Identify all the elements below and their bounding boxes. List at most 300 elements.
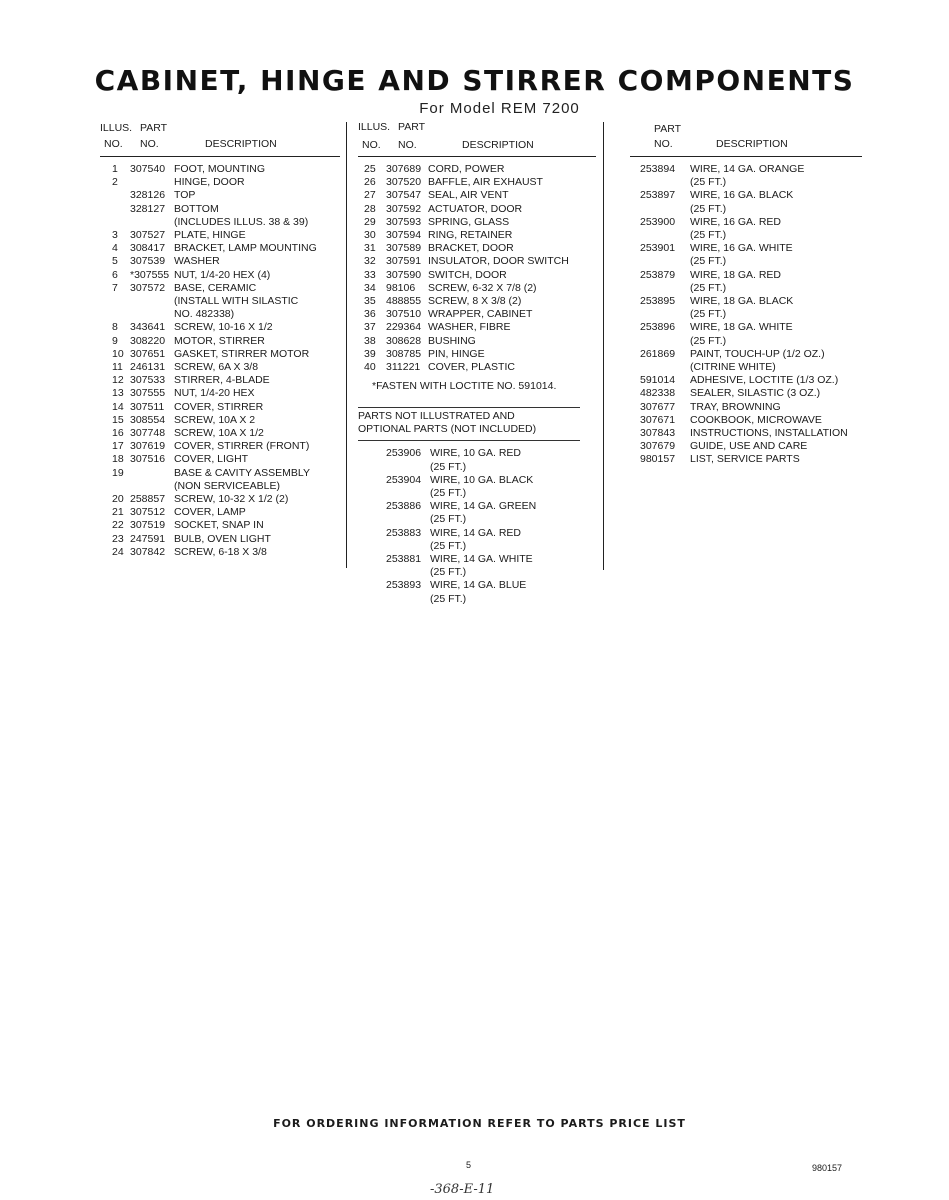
table-row bbox=[100, 282, 340, 295]
part-description: (25 FT.) bbox=[690, 281, 727, 294]
illus-number: 5 bbox=[112, 255, 118, 268]
part-description: WASHER, FIBRE bbox=[428, 321, 511, 334]
table-row bbox=[358, 566, 596, 579]
illus-number: 19 bbox=[112, 466, 124, 479]
header-part-no-label: NO. bbox=[398, 139, 417, 151]
page-number: 5 bbox=[466, 1160, 472, 1170]
part-description: ADHESIVE, LOCTITE (1/3 OZ.) bbox=[690, 374, 839, 387]
part-number: 343641 bbox=[130, 321, 166, 334]
part-number bbox=[630, 335, 690, 348]
illus-number: 8 bbox=[112, 321, 118, 334]
part-description: (25 FT.) bbox=[690, 308, 727, 321]
part-description: PLATE, HINGE bbox=[174, 229, 246, 242]
table-row bbox=[630, 440, 862, 453]
part-number: 307512 bbox=[130, 506, 166, 519]
column-divider-left bbox=[346, 122, 347, 568]
illus-number: 30 bbox=[364, 229, 376, 242]
part-number: *307555 bbox=[130, 268, 170, 281]
table-row bbox=[630, 176, 862, 189]
illus-number bbox=[100, 216, 126, 229]
part-description: WIRE, 14 GA. BLUE bbox=[430, 579, 527, 592]
table-row bbox=[358, 487, 596, 500]
table-row bbox=[630, 361, 862, 374]
table-row bbox=[358, 203, 596, 216]
part-number: 253883 bbox=[386, 526, 422, 539]
part-number bbox=[630, 361, 690, 374]
part-description: (25 FT.) bbox=[690, 334, 727, 347]
part-number: 307540 bbox=[130, 163, 166, 175]
table-row bbox=[358, 540, 596, 553]
part-description: NUT, 1/4-20 HEX (4) bbox=[174, 268, 271, 281]
illus-number: 14 bbox=[112, 400, 124, 413]
table-row bbox=[358, 269, 596, 282]
part-number: 307592 bbox=[386, 202, 422, 215]
part-description: COVER, LIGHT bbox=[174, 453, 249, 466]
illus-number: 21 bbox=[112, 506, 124, 519]
part-number bbox=[126, 467, 174, 480]
part-number: 307516 bbox=[130, 453, 166, 466]
part-description: BOTTOM bbox=[174, 202, 219, 215]
part-number: 307527 bbox=[130, 229, 166, 242]
part-number: 482338 bbox=[640, 387, 676, 400]
header-illus-label: ILLUS. bbox=[100, 122, 133, 134]
part-description: WASHER bbox=[174, 255, 220, 268]
table-row bbox=[100, 453, 340, 466]
header-illus-no-label: NO. bbox=[104, 138, 123, 150]
part-description: WIRE, 18 GA. BLACK bbox=[690, 295, 794, 308]
illus-number: 32 bbox=[364, 255, 376, 268]
part-number: 307677 bbox=[640, 400, 676, 413]
column-divider-right bbox=[603, 122, 604, 570]
illus-number: 11 bbox=[112, 361, 123, 374]
part-number bbox=[630, 282, 690, 295]
part-number bbox=[126, 295, 174, 308]
part-number: 308628 bbox=[386, 334, 422, 347]
table-row bbox=[630, 163, 862, 176]
part-number bbox=[630, 229, 690, 242]
table-row bbox=[100, 374, 340, 387]
part-description: (25 FT.) bbox=[690, 176, 727, 189]
table-row bbox=[630, 308, 862, 321]
illus-number: 27 bbox=[364, 189, 376, 202]
part-number bbox=[358, 513, 430, 526]
part-description: (25 FT.) bbox=[690, 202, 727, 215]
header-part-label: PART bbox=[398, 121, 426, 133]
table-row bbox=[630, 321, 862, 334]
part-number bbox=[630, 176, 690, 189]
part-description: WIRE, 14 GA. ORANGE bbox=[690, 163, 805, 175]
part-description: MOTOR, STIRRER bbox=[174, 334, 265, 347]
illus-number: 16 bbox=[112, 427, 124, 440]
part-number: 253886 bbox=[386, 500, 422, 513]
part-description: FOOT, MOUNTING bbox=[174, 163, 265, 175]
part-number: 308785 bbox=[386, 347, 422, 360]
part-description: (25 FT.) bbox=[430, 487, 467, 500]
table-row bbox=[358, 282, 596, 295]
illus-number bbox=[100, 203, 126, 216]
part-description: HINGE, DOOR bbox=[174, 176, 245, 189]
header-illus-label: ILLUS. bbox=[358, 121, 391, 133]
part-description: SCREW, 10A X 2 bbox=[174, 413, 256, 426]
table-row bbox=[100, 242, 340, 255]
part-number: 307589 bbox=[386, 242, 422, 255]
part-number: 308417 bbox=[130, 242, 166, 255]
table-row bbox=[630, 255, 862, 268]
table-row bbox=[630, 189, 862, 202]
illus-number: 35 bbox=[364, 295, 376, 308]
part-description: SCREW, 6-18 X 3/8 bbox=[174, 545, 267, 558]
table-row bbox=[100, 308, 340, 321]
part-number: 261869 bbox=[640, 347, 676, 360]
part-number: 307555 bbox=[130, 387, 166, 400]
table-row bbox=[100, 348, 340, 361]
table-row bbox=[100, 414, 340, 427]
column-1-header bbox=[100, 118, 340, 157]
illus-number bbox=[100, 308, 126, 321]
table-row bbox=[358, 176, 596, 189]
table-row bbox=[358, 335, 596, 348]
part-number: 253895 bbox=[640, 295, 676, 308]
part-number bbox=[126, 216, 174, 229]
part-number: 253904 bbox=[386, 473, 422, 486]
part-number: 98106 bbox=[386, 281, 416, 294]
part-number bbox=[126, 480, 174, 493]
illus-number: 12 bbox=[112, 374, 124, 387]
optional-heading-line-2: OPTIONAL PARTS (NOT INCLUDED) bbox=[358, 423, 537, 436]
part-number: 328126 bbox=[130, 189, 166, 202]
column-1-rows bbox=[100, 163, 340, 559]
illus-number: 28 bbox=[364, 202, 376, 215]
table-row bbox=[358, 447, 596, 460]
part-description: NUT, 1/4-20 HEX bbox=[174, 387, 255, 400]
table-row bbox=[630, 282, 862, 295]
table-row bbox=[100, 506, 340, 519]
part-number bbox=[630, 308, 690, 321]
part-number: 308554 bbox=[130, 413, 166, 426]
illus-number: 1 bbox=[112, 163, 118, 175]
parts-column-3 bbox=[630, 118, 862, 467]
part-number: 307843 bbox=[640, 427, 676, 440]
table-row bbox=[630, 269, 862, 282]
optional-heading-line-1: PARTS NOT ILLUSTRATED AND bbox=[358, 410, 515, 423]
part-description: WIRE, 14 GA. RED bbox=[430, 526, 522, 539]
part-number bbox=[358, 566, 430, 579]
part-description: BRACKET, LAMP MOUNTING bbox=[174, 242, 317, 255]
part-number: 253894 bbox=[640, 163, 676, 175]
table-row bbox=[630, 427, 862, 440]
part-description: SEAL, AIR VENT bbox=[428, 189, 509, 202]
table-row bbox=[100, 216, 340, 229]
table-row bbox=[358, 321, 596, 334]
parts-column-1 bbox=[100, 118, 340, 559]
part-number bbox=[126, 308, 174, 321]
part-description: WIRE, 10 GA. RED bbox=[430, 447, 522, 460]
table-row bbox=[100, 335, 340, 348]
table-row bbox=[630, 387, 862, 400]
table-row bbox=[358, 255, 596, 268]
table-row bbox=[630, 216, 862, 229]
part-description: SCREW, 10A X 1/2 bbox=[174, 427, 264, 440]
part-number: 253901 bbox=[640, 242, 676, 255]
illus-number: 7 bbox=[112, 281, 118, 294]
table-row bbox=[358, 474, 596, 487]
table-row bbox=[358, 295, 596, 308]
table-row bbox=[100, 176, 340, 189]
part-description: GUIDE, USE AND CARE bbox=[690, 440, 808, 453]
part-number: 307520 bbox=[386, 176, 422, 189]
table-row bbox=[358, 593, 596, 606]
part-description: COVER, LAMP bbox=[174, 506, 246, 519]
illus-number: 36 bbox=[364, 308, 376, 321]
part-number: 307593 bbox=[386, 215, 422, 228]
illus-number: 25 bbox=[364, 163, 376, 175]
header-part-label: PART bbox=[654, 123, 682, 135]
part-description: SCREW, 10-32 X 1/2 (2) bbox=[174, 493, 289, 506]
table-row bbox=[100, 189, 340, 202]
part-description: PAINT, TOUCH-UP (1/2 OZ.) bbox=[690, 347, 825, 360]
table-row bbox=[630, 335, 862, 348]
part-number: 307594 bbox=[386, 229, 422, 242]
table-row bbox=[100, 269, 340, 282]
illus-number: 34 bbox=[364, 281, 376, 294]
part-number: 307748 bbox=[130, 427, 166, 440]
part-number: 488855 bbox=[386, 295, 422, 308]
part-number: 307547 bbox=[386, 189, 422, 202]
table-row bbox=[358, 527, 596, 540]
table-row bbox=[100, 203, 340, 216]
part-number: 308220 bbox=[130, 334, 166, 347]
part-number: 229364 bbox=[386, 321, 422, 334]
part-description: (NON SERVICEABLE) bbox=[174, 479, 280, 492]
part-description: SCREW, 6-32 X 7/8 (2) bbox=[428, 281, 537, 294]
part-number: 253893 bbox=[386, 579, 422, 592]
illus-number: 17 bbox=[112, 440, 124, 453]
part-description: SCREW, 6A X 3/8 bbox=[174, 361, 259, 374]
part-description: WIRE, 16 GA. WHITE bbox=[690, 242, 793, 255]
part-description: RING, RETAINER bbox=[428, 229, 513, 242]
part-description: BASE, CERAMIC bbox=[174, 281, 257, 294]
table-row bbox=[100, 533, 340, 546]
table-row bbox=[358, 461, 596, 474]
header-illus-no-label: NO. bbox=[362, 139, 381, 151]
table-row bbox=[358, 189, 596, 202]
part-description: (25 FT.) bbox=[430, 513, 467, 526]
table-row bbox=[358, 500, 596, 513]
table-row bbox=[630, 242, 862, 255]
table-row bbox=[358, 229, 596, 242]
part-number: 307511 bbox=[130, 400, 165, 413]
part-number: 253900 bbox=[640, 215, 676, 228]
table-row bbox=[358, 163, 596, 176]
part-number bbox=[358, 593, 430, 606]
part-number: 980157 bbox=[640, 453, 676, 466]
part-description: GASKET, STIRRER MOTOR bbox=[174, 347, 310, 360]
page-title: CABINET, HINGE AND STIRRER COMPONENTS bbox=[94, 64, 855, 97]
table-row bbox=[100, 546, 340, 559]
part-description: COVER, PLASTIC bbox=[428, 361, 515, 374]
table-row bbox=[100, 321, 340, 334]
loctite-note: *FASTEN WITH LOCTITE NO. 591014. bbox=[372, 380, 557, 393]
column-3-header bbox=[630, 118, 862, 157]
part-description: SOCKET, SNAP IN bbox=[174, 519, 264, 532]
part-description: (25 FT.) bbox=[430, 539, 467, 552]
illus-number bbox=[100, 189, 126, 202]
illus-number: 2 bbox=[112, 176, 118, 189]
part-number: 307572 bbox=[130, 281, 166, 294]
part-description: STIRRER, 4-BLADE bbox=[174, 374, 270, 387]
part-description: SEALER, SILASTIC (3 OZ.) bbox=[690, 387, 821, 400]
part-number: 591014 bbox=[640, 374, 676, 387]
table-row bbox=[100, 480, 340, 493]
illus-number: 3 bbox=[112, 229, 118, 242]
handwritten-note: -368-E-11 bbox=[430, 1182, 495, 1197]
part-description: TRAY, BROWNING bbox=[690, 400, 781, 413]
column-2-rows bbox=[358, 163, 596, 374]
illus-number: 6 bbox=[112, 268, 118, 281]
part-description: NO. 482338) bbox=[174, 308, 235, 321]
part-description: WIRE, 14 GA. GREEN bbox=[430, 500, 537, 513]
part-number: 307671 bbox=[640, 413, 676, 426]
illus-number: 37 bbox=[364, 321, 376, 334]
part-description: CORD, POWER bbox=[428, 163, 505, 175]
header-part-label: PART bbox=[140, 122, 168, 134]
part-description: (INCLUDES ILLUS. 38 & 39) bbox=[174, 215, 309, 228]
illus-number: 4 bbox=[112, 242, 118, 255]
column-2-header bbox=[358, 118, 596, 157]
table-row bbox=[100, 361, 340, 374]
part-description: BUSHING bbox=[428, 334, 476, 347]
part-description: PIN, HINGE bbox=[428, 347, 485, 360]
illus-number: 13 bbox=[112, 387, 124, 400]
table-row bbox=[100, 519, 340, 532]
table-row bbox=[358, 242, 596, 255]
part-description: (INSTALL WITH SILASTIC bbox=[174, 295, 299, 308]
page-subtitle: For Model REM 7200 bbox=[419, 100, 580, 117]
table-row bbox=[630, 414, 862, 427]
table-row bbox=[100, 255, 340, 268]
part-description: ACTUATOR, DOOR bbox=[428, 202, 523, 215]
part-description: SCREW, 8 X 3/8 (2) bbox=[428, 295, 522, 308]
part-description: COOKBOOK, MICROWAVE bbox=[690, 413, 822, 426]
part-number: 307519 bbox=[130, 519, 166, 532]
part-description: COVER, STIRRER bbox=[174, 400, 264, 413]
part-number: 328127 bbox=[130, 202, 166, 215]
illus-number: 26 bbox=[364, 176, 376, 189]
table-row bbox=[100, 387, 340, 400]
part-number: 307619 bbox=[130, 440, 166, 453]
part-number: 253881 bbox=[386, 553, 422, 566]
table-row bbox=[358, 553, 596, 566]
table-row bbox=[630, 203, 862, 216]
part-number: 307590 bbox=[386, 268, 422, 281]
part-number: 307539 bbox=[130, 255, 166, 268]
part-number: 253896 bbox=[640, 321, 676, 334]
column-3-rows bbox=[630, 163, 862, 467]
illus-number: 38 bbox=[364, 334, 376, 347]
illus-number: 31 bbox=[364, 242, 376, 255]
header-description-label: DESCRIPTION bbox=[205, 138, 277, 150]
part-description: INSTRUCTIONS, INSTALLATION bbox=[690, 427, 848, 440]
table-row bbox=[100, 229, 340, 242]
part-description: (CITRINE WHITE) bbox=[690, 361, 776, 374]
part-number bbox=[126, 176, 174, 189]
table-row bbox=[358, 348, 596, 361]
part-number: 253906 bbox=[386, 447, 422, 460]
part-number: 307679 bbox=[640, 440, 676, 453]
part-description: TOP bbox=[174, 189, 196, 202]
table-row bbox=[100, 163, 340, 176]
part-description: COVER, STIRRER (FRONT) bbox=[174, 440, 310, 453]
header-part-no-label: NO. bbox=[654, 138, 673, 150]
illus-number: 15 bbox=[112, 413, 124, 426]
illus-number bbox=[100, 480, 126, 493]
part-description: (25 FT.) bbox=[690, 229, 727, 242]
table-row bbox=[630, 229, 862, 242]
part-description: BULB, OVEN LIGHT bbox=[174, 532, 271, 545]
part-description: WIRE, 16 GA. BLACK bbox=[690, 189, 794, 202]
optional-parts-rows bbox=[358, 447, 596, 605]
part-number: 253879 bbox=[640, 268, 676, 281]
part-description: (25 FT.) bbox=[430, 460, 467, 473]
table-row bbox=[358, 308, 596, 321]
part-number bbox=[358, 487, 430, 500]
illus-number: 29 bbox=[364, 215, 376, 228]
part-number: 307591 bbox=[386, 255, 422, 268]
table-row bbox=[358, 361, 596, 374]
illus-number: 18 bbox=[112, 453, 124, 466]
table-row bbox=[100, 467, 340, 480]
table-row bbox=[100, 493, 340, 506]
header-part-no-label: NO. bbox=[140, 138, 159, 150]
illus-number: 22 bbox=[112, 519, 124, 532]
table-row bbox=[100, 401, 340, 414]
part-description: SCREW, 10-16 X 1/2 bbox=[174, 321, 273, 334]
part-number: 253897 bbox=[640, 189, 676, 202]
part-description: (25 FT.) bbox=[690, 255, 727, 268]
table-row bbox=[358, 579, 596, 592]
part-number: 311221 bbox=[386, 361, 421, 374]
ordering-footer: FOR ORDERING INFORMATION REFER TO PARTS PRICE LIST bbox=[273, 1117, 686, 1130]
illus-number bbox=[100, 295, 126, 308]
part-number bbox=[358, 461, 430, 474]
part-number bbox=[358, 540, 430, 553]
part-description: BAFFLE, AIR EXHAUST bbox=[428, 176, 543, 189]
part-description: BRACKET, DOOR bbox=[428, 242, 514, 255]
part-description: WIRE, 14 GA. WHITE bbox=[430, 553, 533, 566]
part-description: LIST, SERVICE PARTS bbox=[690, 453, 800, 466]
table-row bbox=[630, 374, 862, 387]
part-number: 307689 bbox=[386, 163, 422, 175]
illus-number: 40 bbox=[364, 361, 376, 374]
illus-number: 10 bbox=[112, 347, 124, 360]
part-number: 307533 bbox=[130, 374, 166, 387]
part-number: 247591 bbox=[130, 532, 166, 545]
illus-number: 24 bbox=[112, 545, 124, 558]
part-description: WRAPPER, CABINET bbox=[428, 308, 533, 321]
part-number: 307842 bbox=[130, 545, 166, 558]
part-description: BASE & CAVITY ASSEMBLY bbox=[174, 466, 310, 479]
table-row bbox=[630, 401, 862, 414]
table-row bbox=[100, 427, 340, 440]
part-description: SWITCH, DOOR bbox=[428, 268, 507, 281]
table-row bbox=[630, 348, 862, 361]
parts-column-2 bbox=[358, 118, 596, 606]
header-description-label: DESCRIPTION bbox=[716, 138, 788, 150]
part-description: WIRE, 18 GA. RED bbox=[690, 268, 782, 281]
illus-number: 20 bbox=[112, 493, 124, 506]
header-description-label: DESCRIPTION bbox=[462, 139, 534, 151]
table-row bbox=[630, 295, 862, 308]
